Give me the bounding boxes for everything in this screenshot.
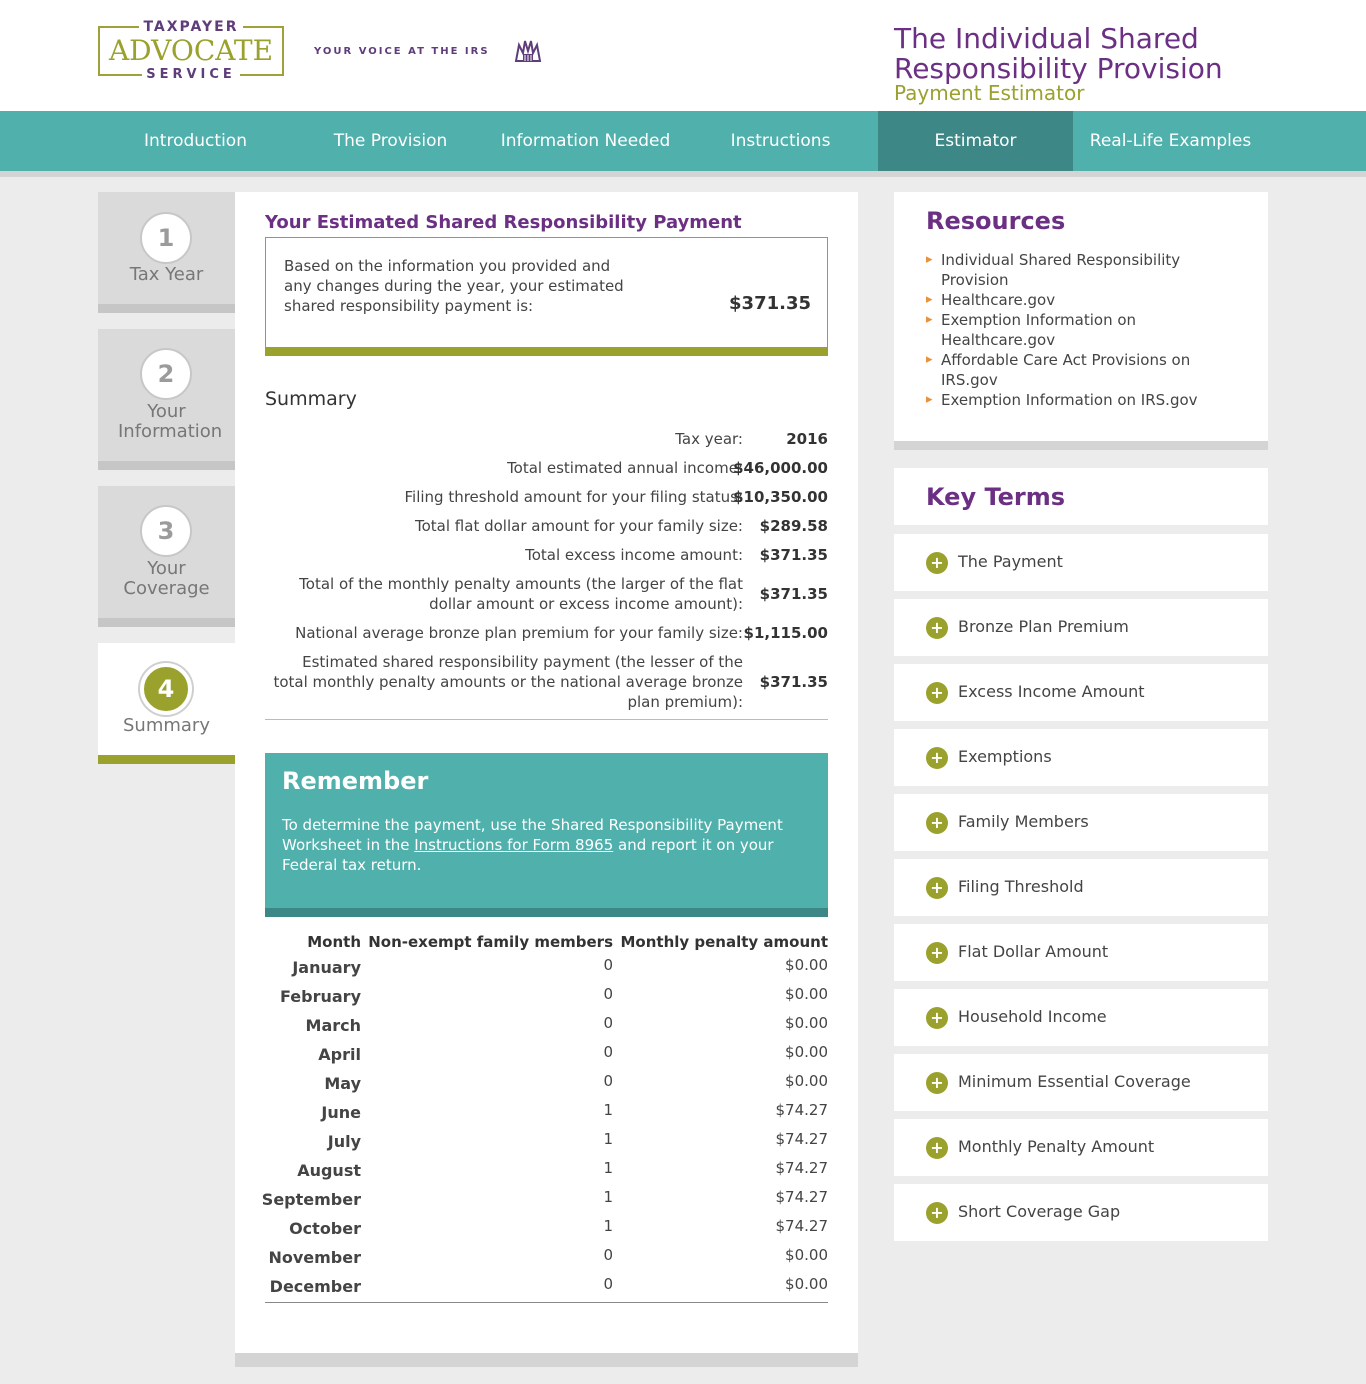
plus-circle-icon: + bbox=[926, 877, 948, 899]
step-label: Tax Year bbox=[129, 264, 204, 285]
key-term-label: Family Members bbox=[958, 812, 1089, 831]
remember-text-before: To determine the payment, use the Shared Responsibility Payment Worksheet in the bbox=[282, 816, 783, 854]
month-cell: December bbox=[269, 1277, 361, 1296]
members-cell: 0 bbox=[603, 1043, 613, 1061]
step-label: Your Coverage bbox=[123, 558, 210, 599]
table-row bbox=[265, 987, 828, 1016]
month-cell: April bbox=[318, 1045, 361, 1064]
header-members: Non-exempt family members bbox=[368, 933, 613, 951]
nav-real-life-examples[interactable]: Real-Life Examples bbox=[1089, 131, 1252, 151]
plus-circle-icon: + bbox=[926, 682, 948, 704]
members-cell: 0 bbox=[603, 1275, 613, 1293]
month-cell: September bbox=[261, 1190, 361, 1209]
amount-cell: $74.27 bbox=[775, 1101, 828, 1119]
month-cell: March bbox=[305, 1016, 361, 1035]
key-term-flat-dollar-amount[interactable] bbox=[894, 924, 1268, 981]
summary-divider bbox=[265, 719, 828, 720]
step-number: 2 bbox=[140, 348, 192, 400]
plus-circle-icon: + bbox=[926, 1007, 948, 1029]
resources-panel bbox=[894, 192, 1268, 450]
remember-text bbox=[282, 815, 802, 875]
key-term-bronze-plan-premium[interactable] bbox=[894, 599, 1268, 656]
amount-cell: $0.00 bbox=[785, 1246, 828, 1264]
month-cell: November bbox=[268, 1248, 361, 1267]
nav-information-needed[interactable]: Information Needed bbox=[500, 131, 671, 151]
amount-cell: $74.27 bbox=[775, 1130, 828, 1148]
summary-label: Total of the monthly penalty amounts (the larger of the flat dollar amount or excess income amount): bbox=[299, 575, 743, 613]
table-row bbox=[265, 1132, 828, 1161]
step-summary[interactable] bbox=[98, 643, 235, 764]
step-label: Summary bbox=[123, 715, 210, 736]
table-divider bbox=[265, 1302, 828, 1303]
summary-value: $371.35 bbox=[759, 673, 828, 691]
step-your-information[interactable] bbox=[98, 329, 235, 470]
plus-circle-icon: + bbox=[926, 942, 948, 964]
table-row bbox=[265, 1161, 828, 1190]
month-cell: February bbox=[280, 987, 361, 1006]
table-row bbox=[261, 1188, 828, 1219]
table-row bbox=[265, 1045, 828, 1074]
month-cell: August bbox=[297, 1161, 361, 1180]
summary-label: Tax year: bbox=[675, 430, 743, 448]
amount-cell: $0.00 bbox=[785, 956, 828, 974]
key-term-label: Exemptions bbox=[958, 747, 1052, 766]
remember-title: Remember bbox=[282, 767, 429, 795]
members-cell: 0 bbox=[603, 956, 613, 974]
amount-cell: $74.27 bbox=[775, 1188, 828, 1206]
key-term-label: Excess Income Amount bbox=[958, 682, 1145, 701]
month-cell: October bbox=[289, 1219, 361, 1238]
resources-list bbox=[926, 250, 1246, 410]
month-cell: July bbox=[327, 1132, 361, 1151]
key-term-label: Household Income bbox=[958, 1007, 1107, 1026]
table-row bbox=[265, 1074, 828, 1103]
summary-label: National average bronze plan premium for your family size: bbox=[295, 624, 743, 642]
taxpayer-advocate-logo[interactable] bbox=[98, 19, 284, 82]
plus-circle-icon: + bbox=[926, 747, 948, 769]
summary-value: $10,350.00 bbox=[733, 488, 828, 506]
summary-label: Estimated shared responsibility payment (the lesser of the total monthly penalty amounts or the national average bronze plan premium): bbox=[273, 653, 743, 711]
logo-top-text: TAXPAYER bbox=[139, 19, 242, 35]
plus-circle-icon: + bbox=[926, 1072, 948, 1094]
summary-value: 2016 bbox=[786, 430, 828, 448]
resource-link[interactable]: ▸ Exemption Information on IRS.gov bbox=[926, 390, 1246, 410]
remember-text-after: and report it on your Federal tax return. bbox=[282, 836, 774, 874]
estimate-title: Your Estimated Shared Responsibility Payment bbox=[265, 212, 742, 233]
month-cell: May bbox=[324, 1074, 361, 1093]
step-number: 1 bbox=[140, 212, 192, 264]
key-term-label: Monthly Penalty Amount bbox=[958, 1137, 1155, 1156]
resources-title: Resources bbox=[926, 207, 1066, 235]
page-title-block bbox=[894, 24, 1354, 104]
amount-cell: $0.00 bbox=[785, 985, 828, 1003]
summary-label: Total estimated annual income: bbox=[507, 459, 743, 477]
logo-middle-text: ADVOCATE bbox=[108, 34, 274, 67]
estimate-amount: $371.35 bbox=[729, 293, 811, 314]
estimate-box bbox=[265, 237, 828, 356]
nav-the-provision[interactable]: The Provision bbox=[333, 131, 448, 151]
summary-title: Summary bbox=[265, 388, 357, 410]
plus-circle-icon: + bbox=[926, 1137, 948, 1159]
key-term-excess-income-amount[interactable] bbox=[894, 664, 1268, 721]
amount-cell: $0.00 bbox=[785, 1072, 828, 1090]
table-row bbox=[265, 1219, 828, 1248]
plus-circle-icon: + bbox=[926, 1202, 948, 1224]
key-term-household-income[interactable] bbox=[894, 989, 1268, 1046]
summary-value: $371.35 bbox=[759, 546, 828, 564]
plus-circle-icon: + bbox=[926, 552, 948, 574]
step-label: Your Information bbox=[118, 401, 223, 442]
estimate-text: Based on the information you provided and any changes during the year, your estimated shared responsibility payment is: bbox=[284, 257, 624, 315]
irs-eagle-icon bbox=[513, 39, 543, 65]
resource-link[interactable]: ▸ Individual Shared Responsibility Provision bbox=[926, 250, 1246, 290]
key-term-label: Minimum Essential Coverage bbox=[958, 1072, 1191, 1091]
site-header bbox=[0, 0, 1366, 111]
key-terms-title: Key Terms bbox=[926, 483, 1066, 511]
members-cell: 1 bbox=[603, 1188, 613, 1206]
summary-label: Total flat dollar amount for your family size: bbox=[415, 517, 743, 535]
header-month: Month bbox=[307, 933, 361, 951]
members-cell: 1 bbox=[603, 1217, 613, 1235]
tagline: YOUR VOICE AT THE IRS bbox=[314, 46, 490, 57]
page-title: The Individual Shared Responsibility Provision bbox=[894, 22, 1223, 85]
key-term-the-payment[interactable] bbox=[894, 534, 1268, 591]
summary-label: Filing threshold amount for your filing status: bbox=[404, 488, 743, 506]
main-nav bbox=[0, 111, 1366, 171]
remember-box bbox=[265, 753, 828, 917]
resource-link[interactable]: ▸ Exemption Information on Healthcare.gov bbox=[926, 310, 1246, 350]
nav-introduction[interactable]: Introduction bbox=[144, 131, 247, 151]
plus-circle-icon: + bbox=[926, 812, 948, 834]
key-term-label: Flat Dollar Amount bbox=[958, 942, 1109, 961]
page-subtitle: Payment Estimator bbox=[894, 81, 1085, 105]
estimator-summary-panel bbox=[235, 192, 858, 1367]
step-your-coverage[interactable] bbox=[98, 486, 235, 627]
nav-instructions[interactable]: Instructions bbox=[730, 131, 831, 151]
table-row bbox=[265, 958, 828, 987]
form-8965-instructions-link[interactable]: Instructions for Form 8965 bbox=[414, 836, 614, 854]
key-term-minimum-essential-coverage[interactable] bbox=[894, 1054, 1268, 1111]
step-tax-year[interactable] bbox=[98, 192, 235, 313]
key-term-label: The Payment bbox=[958, 552, 1063, 571]
members-cell: 0 bbox=[603, 1246, 613, 1264]
key-term-monthly-penalty-amount[interactable] bbox=[894, 1119, 1268, 1176]
month-cell: June bbox=[321, 1103, 361, 1122]
key-term-family-members[interactable] bbox=[894, 794, 1268, 851]
key-terms-header bbox=[894, 468, 1268, 525]
header-amount: Monthly penalty amount bbox=[620, 933, 828, 951]
table-row bbox=[265, 1016, 828, 1045]
amount-cell: $0.00 bbox=[785, 1043, 828, 1061]
summary-value: $46,000.00 bbox=[733, 459, 828, 477]
table-row bbox=[265, 1103, 828, 1132]
nav-estimator[interactable]: Estimator bbox=[878, 111, 1073, 171]
members-cell: 1 bbox=[603, 1101, 613, 1119]
table-row bbox=[265, 1248, 828, 1277]
members-cell: 0 bbox=[603, 985, 613, 1003]
resource-link[interactable]: ▸ Affordable Care Act Provisions on IRS.gov bbox=[926, 350, 1246, 390]
amount-cell: $74.27 bbox=[775, 1217, 828, 1235]
key-term-filing-threshold[interactable] bbox=[894, 859, 1268, 916]
resource-link[interactable]: ▸ Healthcare.gov bbox=[926, 290, 1246, 310]
amount-cell: $74.27 bbox=[775, 1159, 828, 1177]
amount-cell: $0.00 bbox=[785, 1014, 828, 1032]
members-cell: 0 bbox=[603, 1072, 613, 1090]
summary-value: $1,115.00 bbox=[743, 624, 828, 642]
key-term-label: Short Coverage Gap bbox=[958, 1202, 1121, 1221]
summary-value: $289.58 bbox=[759, 517, 828, 535]
summary-value: $371.35 bbox=[759, 585, 828, 603]
amount-cell: $0.00 bbox=[785, 1275, 828, 1293]
members-cell: 1 bbox=[603, 1159, 613, 1177]
step-number: 3 bbox=[140, 505, 192, 557]
summary-label: Total excess income amount: bbox=[525, 546, 743, 564]
key-term-short-coverage-gap[interactable] bbox=[894, 1184, 1268, 1241]
key-term-label: Bronze Plan Premium bbox=[958, 617, 1129, 636]
month-cell: January bbox=[292, 958, 361, 977]
members-cell: 0 bbox=[603, 1014, 613, 1032]
key-term-exemptions[interactable] bbox=[894, 729, 1268, 786]
logo-bottom-text: SERVICE bbox=[142, 67, 240, 82]
key-term-label: Filing Threshold bbox=[958, 877, 1084, 896]
nav-divider bbox=[0, 171, 1366, 177]
members-cell: 1 bbox=[603, 1130, 613, 1148]
plus-circle-icon: + bbox=[926, 617, 948, 639]
step-number: 4 bbox=[140, 663, 192, 715]
